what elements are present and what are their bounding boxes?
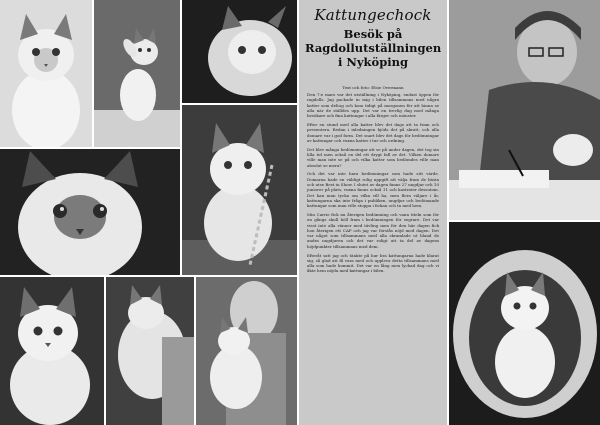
photo-kitten-seated	[0, 0, 92, 147]
article-paragraph: Efteråt satt jag och tänkte på hur bra kattungarna hade klarat sig, så glad att få vara med och uppleva detta tillsammans med alla som hade kommit. Det var en lång men lyckad dag och vi åkte hem nöjda med kattungar i bilen.	[307, 252, 439, 274]
photo-kitten-with-toy	[182, 105, 297, 275]
article-column	[299, 0, 447, 425]
article-paragraph: Efter en stund med alla katter blev det dags att ta fram och presentera. Redan i inledningen bjöds det på skratt, och alla domare var i god form. Det snart blev det dags för bedömningar av kattungar och vuxna katter i tur och ordning.	[307, 121, 439, 143]
photo-kitten-on-table	[0, 277, 104, 425]
photo-kitten-closeup	[0, 149, 180, 275]
photo-girl-with-kitten	[196, 277, 297, 425]
article-body	[307, 92, 439, 277]
article-kicker: Kattungechock	[314, 6, 432, 24]
article-paragraph: Min Carrie fick nu återigen bedömning och vann titeln som för en gångs skull höll fram i bedömningen för segrare. Det var visst inte alla vänner med tävling men för den här dagen fick hon återigen ett CAP och jag var förstås nöjd med dagen. Det var något som tillsammans med alla skramlade ut bland de andra ungdjuren och det var roligt att ta del av dagens höjdpunkter tillsammans med dem.	[307, 211, 439, 249]
photo-kitten-in-bed	[449, 222, 600, 425]
photo-judge-writing	[449, 0, 600, 220]
article-title: Besök på Ragdollutställningen i Nyköping	[305, 27, 442, 69]
article-byline: Text och foto: Elsie Overmann	[342, 85, 404, 90]
photo-kitten-playing	[94, 0, 180, 147]
article-paragraph: Och det var inte bara bedömningar som hade sitt värde. Domarna hade en väldigt rolig uppgift att välja fram de bästa och utse Best in Show. I slutet av dagen fanns 27 ungdjur och 10 juniorer på plats, vuxna fanns också 11 och kastrater dessutom. Det kan man tycka om vilka vill ha, men flera väljare i år, kattungarna ska inte fråga i publiken, ungdjur och bedömande kattungar som man ville stoppa i fickan och ta med hem.	[307, 171, 439, 209]
photo-kitten-lying	[182, 0, 297, 103]
photo-kitten-held	[106, 277, 194, 425]
article-paragraph: Den 7:e mars var det utställning i Nyköping, endast öppen för ragdolls. Jag packade in mig i bilen tillsammans med några katter som deltog och kom tidigt på morgonen för att hinna se alla när de ställdes upp. Det var en trevlig dag med många besökare och fina kattungar i alla färger och mönster.	[307, 92, 439, 119]
article-paragraph: Det blev många bedömningar att se på under dagen, det tog sin lilla tid men också en del ett drygt fall av det. Vilken domare ville man inte se på och vilka katter som bedömdes ville man absolut se mera?	[307, 146, 439, 168]
